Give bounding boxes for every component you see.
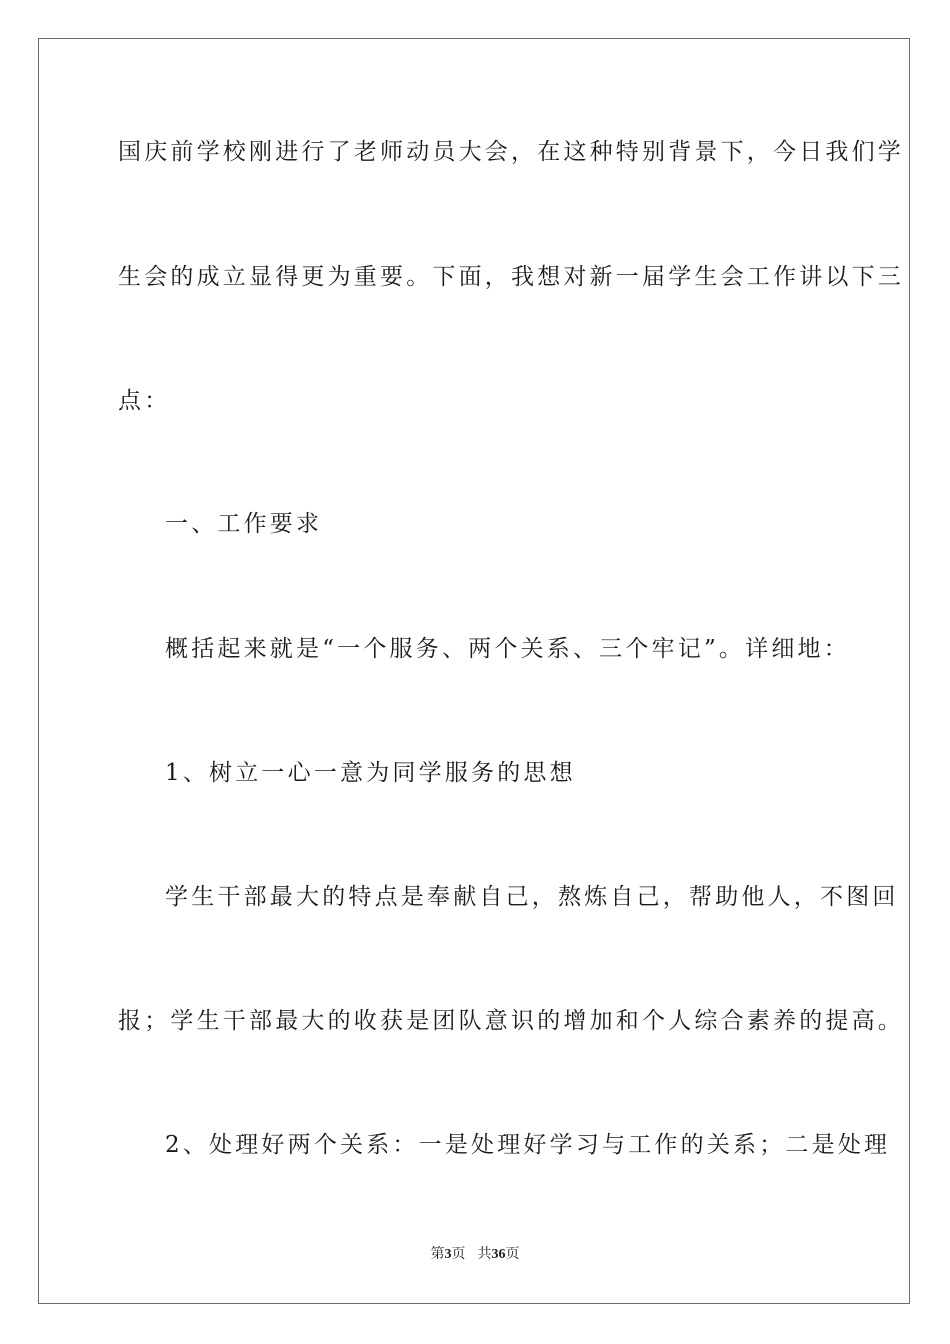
paragraph-line-3: 点： bbox=[118, 388, 171, 414]
footer-page-suffix: 页 bbox=[451, 1247, 466, 1262]
page-footer bbox=[0, 1245, 950, 1265]
paragraph-line-2: 生会的成立显得更为重要。下面，我想对新一届学生会工作讲以下三 bbox=[118, 264, 904, 290]
list-item-1: 1、树立一心一意为同学服务的思想 bbox=[165, 760, 576, 786]
page-frame bbox=[38, 38, 910, 1304]
paragraph-line-5: 概括起来就是“一个服务、两个关系、三个牢记”。详细地： bbox=[165, 636, 850, 662]
paragraph-line-7: 学生干部最大的特点是奉献自己，熬炼自己，帮助他人，不图回 bbox=[165, 884, 899, 910]
footer-page-current: 3 bbox=[444, 1247, 452, 1262]
footer-total-suffix: 页 bbox=[505, 1247, 520, 1262]
paragraph-line-1: 国庆前学校刚进行了老师动员大会，在这种特别背景下，今日我们学 bbox=[118, 139, 904, 165]
footer-page-prefix: 第 bbox=[430, 1247, 445, 1262]
section-heading: 一、工作要求 bbox=[165, 511, 323, 537]
paragraph-line-8: 报；学生干部最大的收获是团队意识的增加和个人综合素养的提高。 bbox=[118, 1008, 904, 1034]
footer-total-prefix: 共 bbox=[477, 1247, 492, 1262]
footer-page-total: 36 bbox=[491, 1247, 506, 1262]
list-item-2: 2、处理好两个关系：一是处理好学习与工作的关系；二是处理 bbox=[165, 1132, 891, 1158]
